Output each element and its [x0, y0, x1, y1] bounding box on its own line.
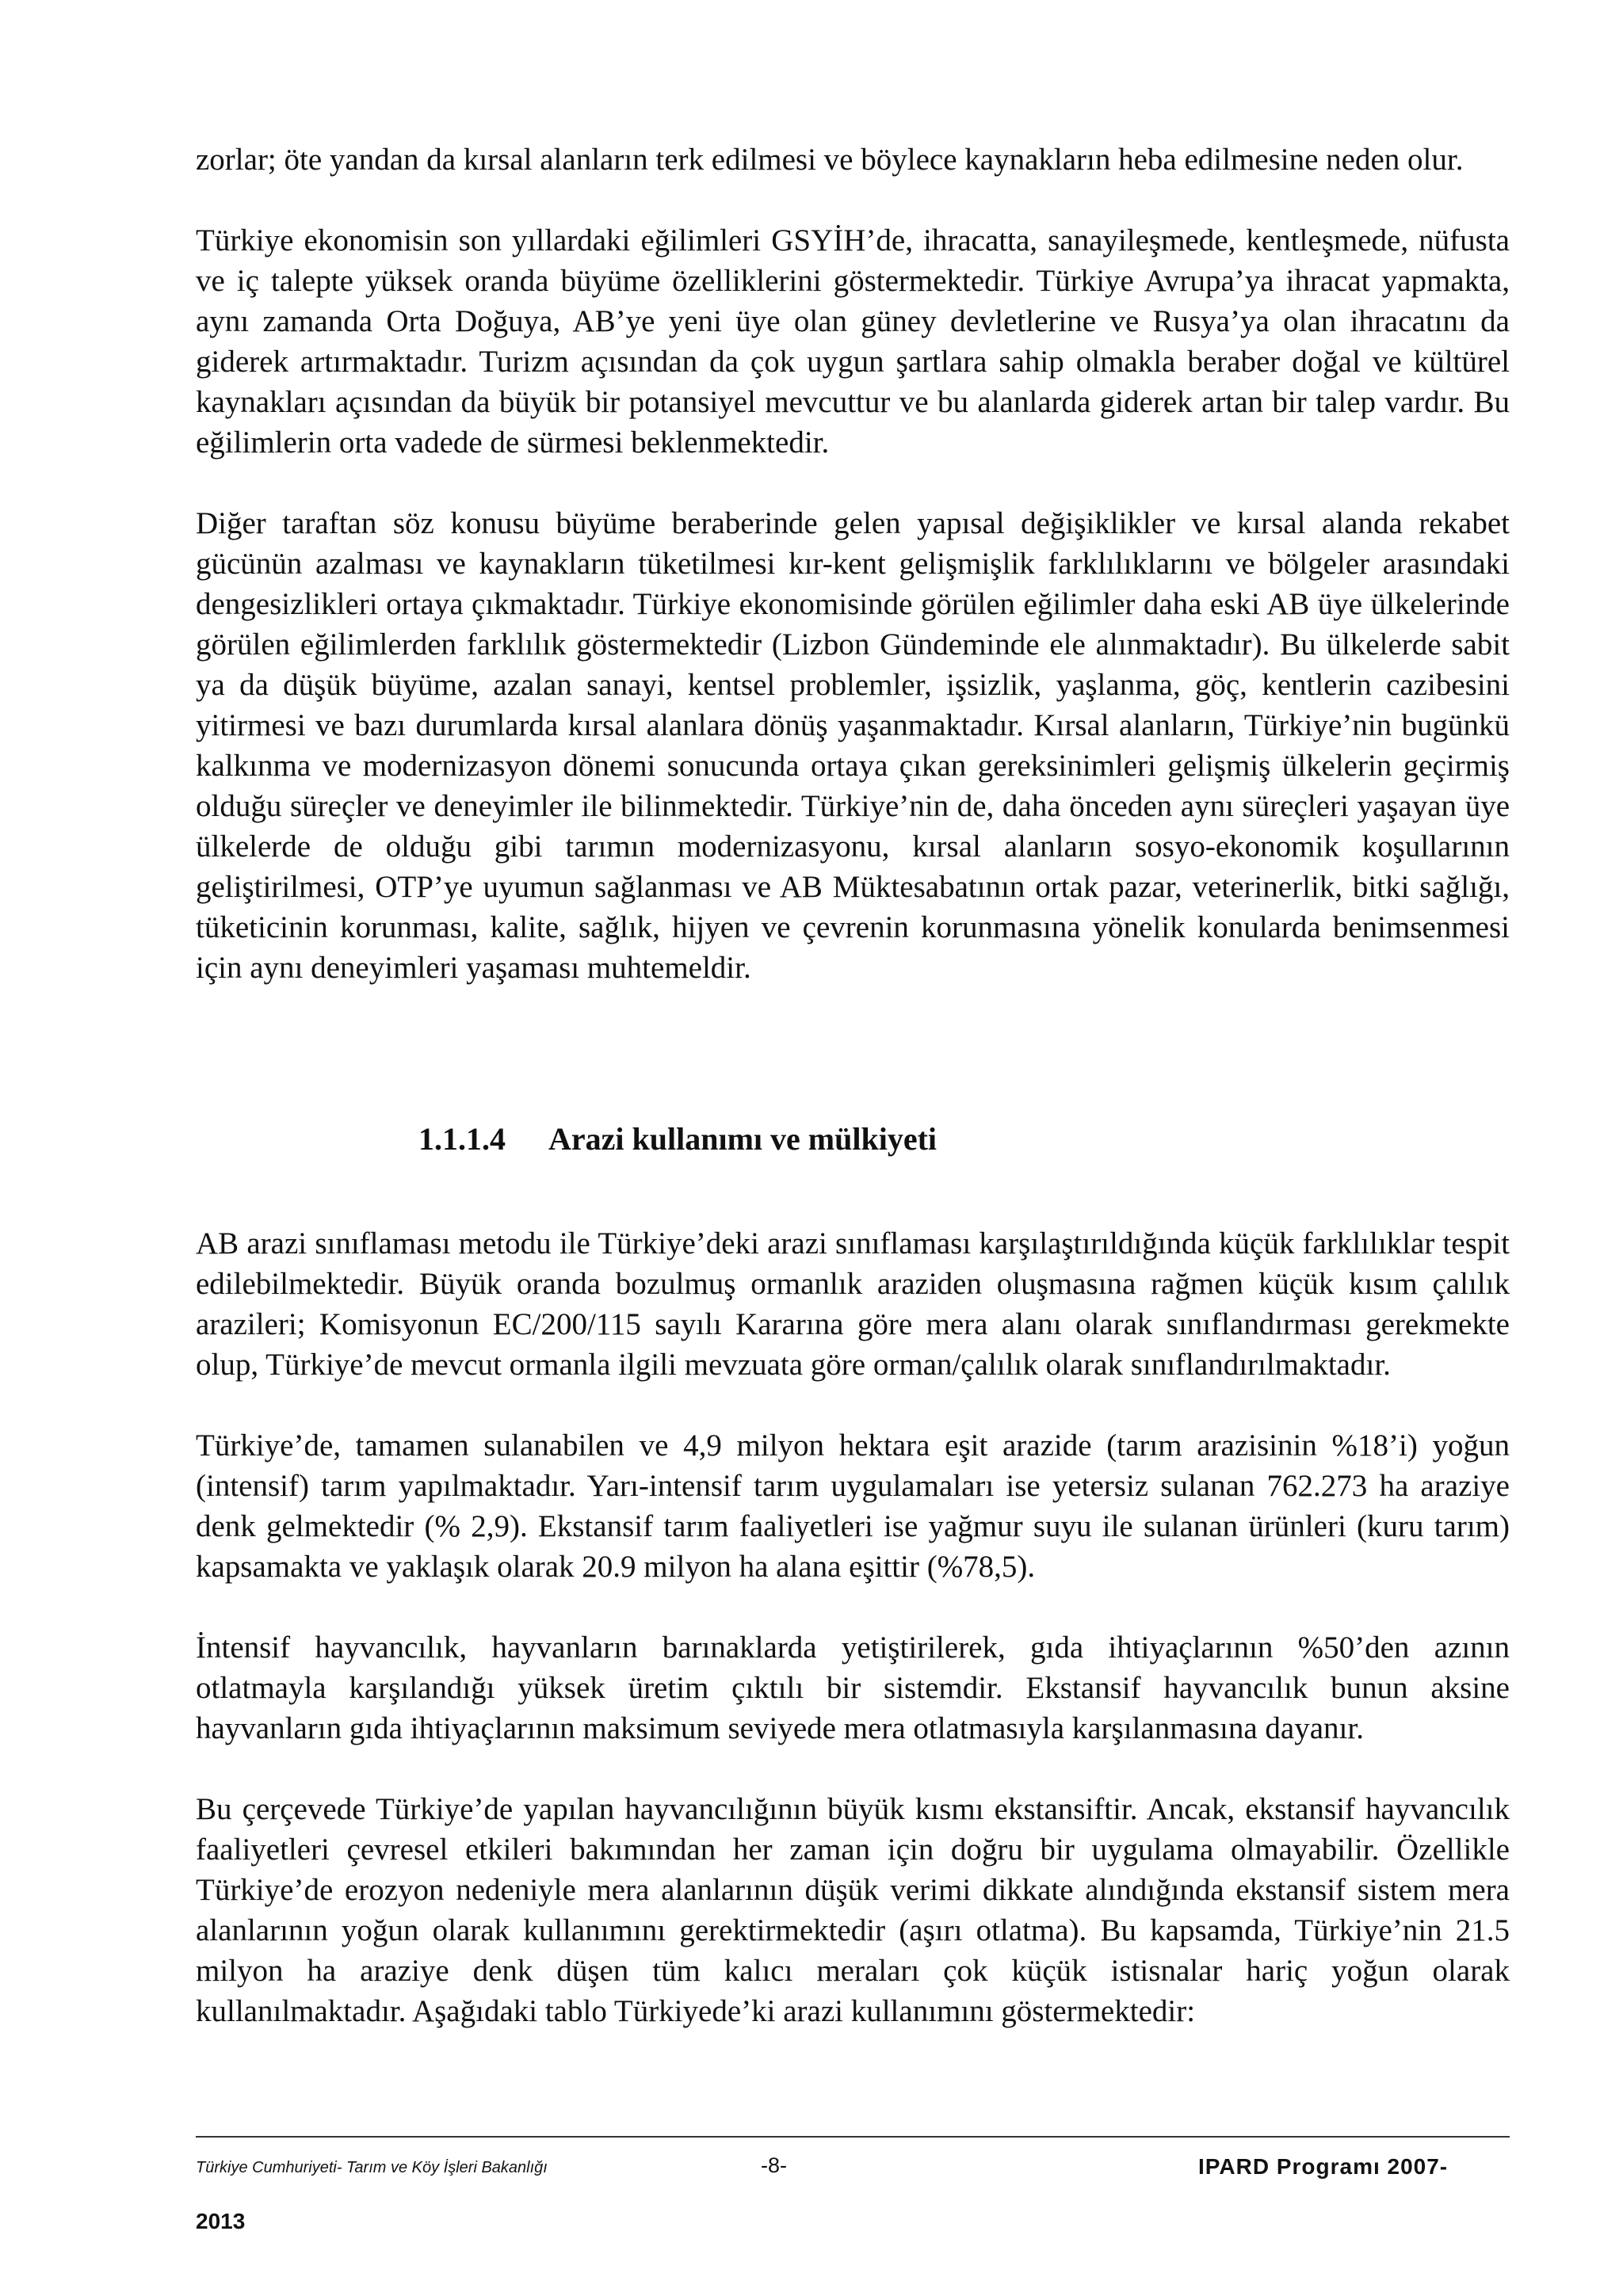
paragraph-livestock-systems: İntensif hayvancılık, hayvanların barınaklarda yetiştirilerek, gıda ihtiyaçlarının %50’den azının otlatmayla karşılandığı yüksek üretim çıktılı bir sistemdir. Ekstansif hayvancılık bunun aksine hayvanların gıda ihtiyaçlarının maksimum seviyede mera otlatmasıyla karşılanmasına dayanır.: [196, 1630, 1510, 1745]
footer-page-number: -8-: [761, 2153, 787, 2177]
paragraph-structural-changes: Diğer taraftan söz konusu büyüme beraberinde gelen yapısal değişiklikler ve kırsal alanda rekabet gücünün azalması ve kaynakların tüketilmesi kır-kent gelişmişlik farklılıklarını ve bölgeler arasındaki dengesizlikleri ortaya çıkmaktadır. Türkiye ekonomisinde görülen eğilimler daha eski AB üye ülkelerinde görülen eğilimlerden farklılık göstermektedir (Lizbon Gündeminde ele alınmaktadır). Bu ülkelerde sabit ya da düşük büyüme, azalan sanayi, kentsel problemler, işsizlik, yaşlanma, göç, kentlerin cazibesini yitirmesi ve bazı durumlarda kırsal alanlara dönüş yaşanmaktadır. Kırsal alanların, Türkiye’nin bugünkü kalkınma ve modernizasyon dönemi sonucunda ortaya çıkan gereksinimleri gelişmiş ülkelerin geçirmiş olduğu süreçler ve deneyimler ile bilinmektedir. Türkiye’nin de, daha önceden aynı süreçleri yaşayan üye ülkelerde de olduğu gibi tarımın modernizasyonu, kırsal alanların sosyo-ekonomik koşullarının geliştirilmesi, OTP’ye uyumun sağlanması ve AB Müktesabatının ortak pazar, veterinerlik, bitki sağlığı, tüketicinin korunması, kalite, sağlık, hijyen ve çevrenin korunmasına yönelik konularda benimsenmesi için aynı deneyimleri yaşaması muhtemeldir.: [196, 506, 1510, 985]
paragraph-economy-trends: Türkiye ekonomisin son yıllardaki eğilimleri GSYİH’de, ihracatta, sanayileşmede, kentleşmede, nüfusta ve iç talepte yüksek oranda büyüme özelliklerini göstermektedir. Türkiye Avrupa’ya ihracat yapmakta, aynı zamanda Orta Doğuya, AB’ye yeni üye olan güney devletlerine ve Rusya’ya olan ihracatını da giderek artırmaktadır. Turizm açısından da çok uygun şartlara sahip olmakla beraber doğal ve kültürel kaynakları açısından da büyük bir potansiyel mevcuttur ve bu alanlarda giderek artan bir talep vardır. Bu eğilimlerin orta vadede de sürmesi beklenmektedir.: [196, 223, 1510, 460]
body-text-bottom: [196, 1223, 1510, 2031]
footer-ministry: Türkiye Cumhuriyeti- Tarım ve Köy İşleri Bakanlığı: [196, 2159, 548, 2176]
paragraph-farming-intensity: Türkiye’de, tamamen sulanabilen ve 4,9 milyon hektara eşit arazide (tarım arazisinin %18’i) yoğun (intensif) tarım yapılmaktadır. Yarı-intensif tarım uygulamaları ise yetersiz sulanan 762.273 ha araziye denk gelmektedir (% 2,9). Ekstansif tarım faaliyetleri ise yağmur suyu ile sulanan ürünleri (kuru tarım) kapsamakta ve yaklaşık olarak 20.9 milyon ha alana eşittir (%78,5).: [196, 1428, 1510, 1584]
paragraph-continuation: zorlar; öte yandan da kırsal alanların terk edilmesi ve böylece kaynakların heba edilmesine neden olur.: [196, 143, 1464, 177]
footer-year: 2013: [196, 2209, 246, 2233]
footer-program: IPARD Programı 2007-: [1198, 2154, 1449, 2179]
paragraph-extensive-livestock: Bu çerçevede Türkiye’de yapılan hayvancılığının büyük kısmı ekstansiftir. Ancak, ekstansif hayvancılık faaliyetleri çevresel etkileri bakımından her zaman için doğru bir uygulama olmayabilir. Özellikle Türkiye’de erozyon nedeniyle mera alanlarının düşük verimi dikkate alındığında ekstansif sistem mera alanlarının yoğun olarak kullanımını gerektirmektedir (aşırı otlatma). Bu kapsamda, Türkiye’nin 21.5 milyon ha araziye denk düşen tüm kalıcı meraları çok küçük istisnalar hariç yoğun olarak kullanılmaktadır. Aşağıdaki tablo Türkiyede’ki arazi kullanımını göstermektedir:: [196, 1792, 1510, 2028]
paragraph-land-classification: AB arazi sınıflaması metodu ile Türkiye’deki arazi sınıflaması karşılaştırıldığında küçük farklılıklar tespit edilebilmektedir. Büyük oranda bozulmuş ormanlık araziden oluşmasına rağmen küçük kısım çalılık arazileri; Komisyonun EC/200/115 sayılı Kararına göre mera alanı olarak sınıflandırması gerekmekte olup, Türkiye’de mevcut ormanla ilgili mevzuata göre orman/çalılık olarak sınıflandırılmaktadır.: [196, 1226, 1510, 1382]
section-number: 1.1.1.4: [418, 1121, 506, 1157]
section-heading: [418, 1120, 937, 1158]
footer-divider: [196, 2136, 1510, 2138]
section-title: Arazi kullanımı ve mülkiyeti: [548, 1121, 937, 1157]
body-text-top: [196, 139, 1510, 988]
